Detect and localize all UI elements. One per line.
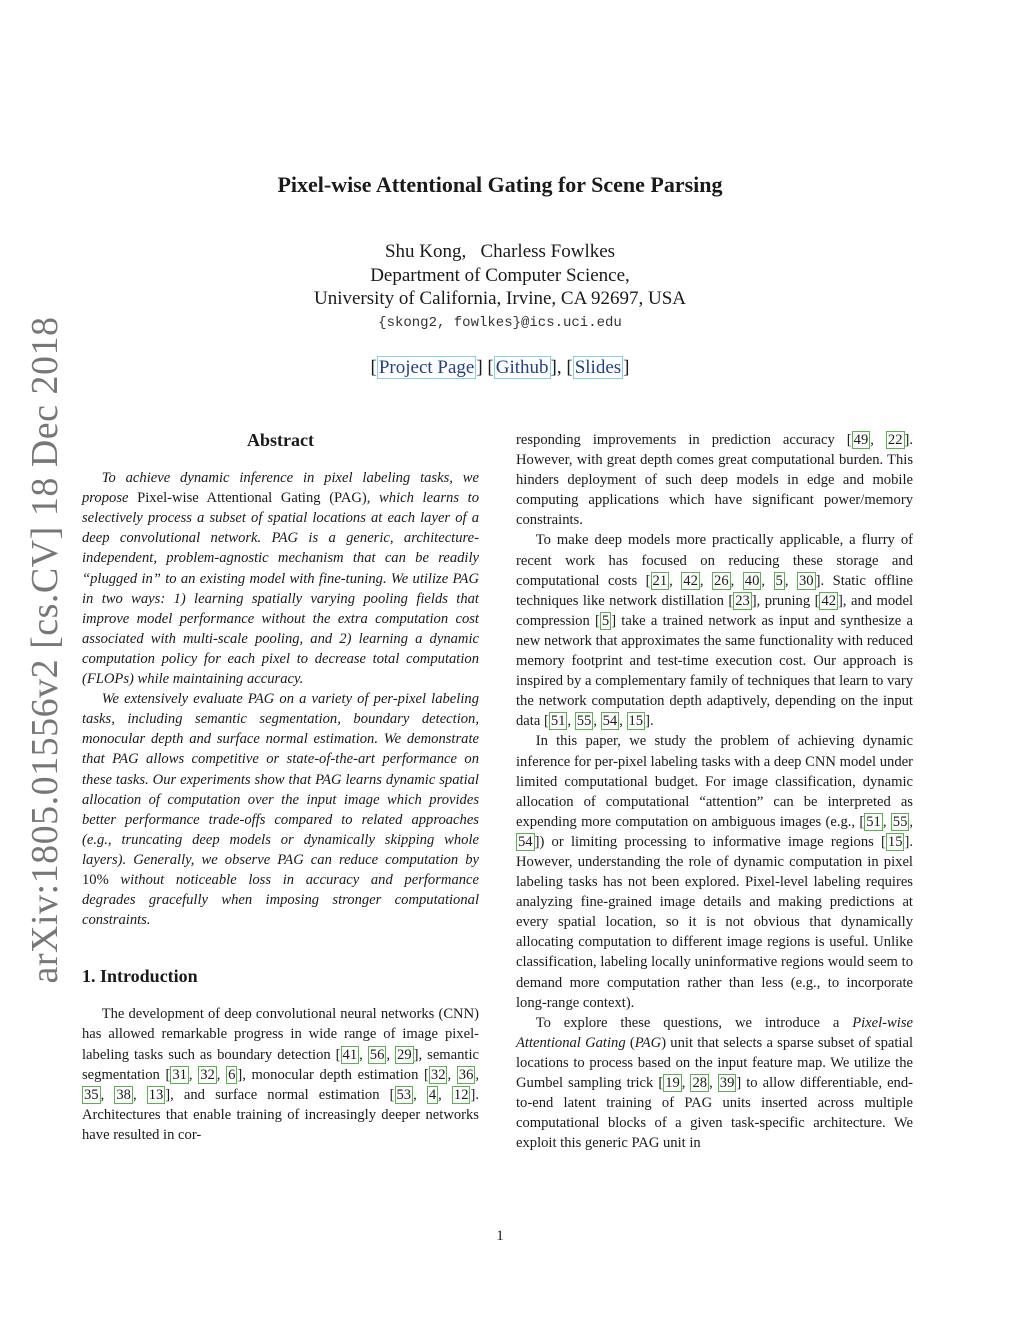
citation-link[interactable]: 26 — [714, 572, 729, 589]
text-span: To achieve dynamic inference in pixel labeling tasks, we propose — [82, 470, 479, 507]
citation-link[interactable]: 4 — [428, 1086, 437, 1103]
citation-link[interactable]: 32 — [430, 1066, 446, 1083]
citation-link[interactable]: 42 — [683, 572, 698, 589]
text-span: ]. Static offline techniques like network distillation [ — [516, 572, 913, 609]
citation-link[interactable]: 55 — [576, 713, 592, 730]
citation-link[interactable]: 35 — [84, 1086, 99, 1103]
citation-link[interactable]: 28 — [692, 1075, 708, 1091]
citation-link[interactable]: 49 — [853, 432, 869, 448]
author-email: {skong2, fowlkes}@ics.uci.edu — [378, 315, 622, 331]
citation-link[interactable]: 29 — [397, 1046, 412, 1063]
citation-link[interactable]: 5 — [775, 572, 783, 589]
intro-paragraph-continued: responding improvements in prediction accuracy [ 49 , 22 ]. However, with great depth comes great computational burden. This hinders deployment of such deep models in edge and mobile computing applications which have significant power/memory constraints. — [516, 432, 914, 529]
citation-link[interactable]: 23 — [735, 592, 750, 609]
citation-link[interactable]: 55 — [892, 813, 908, 830]
citation-link[interactable]: 6 — [228, 1066, 236, 1083]
citation-link[interactable]: 22 — [887, 432, 903, 448]
text-span: ], pruning [ — [751, 592, 820, 609]
introduction-heading: 1. Introduction — [82, 966, 198, 987]
abstract-paragraph-1 — [82, 468, 479, 689]
citation-link[interactable]: 15 — [628, 713, 644, 730]
citation-link[interactable]: 51 — [550, 713, 566, 730]
text-span: ], semantic segmentation [ — [82, 1046, 480, 1083]
slides-link[interactable]: Slides — [574, 357, 622, 378]
text-span: ]. Architectures that enable training of increasingly deeper networks have resulted in cor- — [82, 1086, 479, 1143]
arxiv-id: arXiv:1805.01556v2 [cs.CV] 18 Dec 2018 — [24, 316, 66, 984]
citation-link[interactable]: 21 — [652, 572, 668, 589]
citation-link[interactable]: 36 — [458, 1066, 474, 1083]
citation-link[interactable]: 38 — [116, 1086, 131, 1103]
text-span: ]. — [645, 713, 654, 730]
text-span: ]) or limiting processing to informative image regions [ — [534, 833, 886, 850]
text-span: ] to allow differentiable, end-to-end latent training of PAG units inserted across multiple computational blocks of a given task-specific architecture. We exploit this generic PAG unit in — [516, 1075, 914, 1152]
text-span: To explore these questions, we introduce a — [535, 1014, 853, 1031]
project-page-link[interactable]: Project Page — [378, 357, 475, 378]
right-column — [516, 430, 913, 1153]
citation-link[interactable]: 13 — [148, 1086, 164, 1103]
citation-link[interactable]: 40 — [744, 572, 760, 589]
text-span: ], monocular depth estimation [ — [237, 1066, 429, 1083]
abstract-heading: Abstract — [247, 430, 314, 450]
citation-link[interactable]: 32 — [200, 1066, 215, 1083]
intro-paragraph-3: In this paper, we study the problem of achieving dynamic inference for per-pixel labeling tasks with a deep CNN model under limited computational budget. For image classification, dynamic allocation of computational “attention” can be interpreted as expending more computation on ambiguous images (e.g., [ 51 , 55 , 54 ]) or limiting processing to informative image regions [ 15 ]. However, understanding the role of dynamic computation in pixel labeling tasks has not been explored. Pixel-level labeling requires analyzing fine-grained image details and making predictions at every spatial location, so it is not obvious that dynamically allocating computation to different image regions is useful. Unlike classification, labeling locally uninformative regions would seem to demand more computation rather than less (e.g., to incorporate long-range context). — [516, 733, 914, 1011]
citation-link[interactable]: 30 — [799, 572, 814, 589]
citation-link[interactable]: 56 — [369, 1046, 385, 1063]
author-block — [0, 240, 1000, 311]
text-span: ]. However, understanding the role of dynamic computation in pixel labeling tasks has not been explored. Pixel-level labeling requires analyzing fine-grained image details and making predictions at every spatial location, so it is not obvious that dynamically allocating computation to different image regions is useful. Unlike classification, labeling locally uninformative regions would seem to demand more computation rather than less (e.g., to incorporate long-range context). — [516, 833, 913, 1011]
percentage: 10% — [82, 871, 109, 888]
citation-link[interactable]: 19 — [665, 1075, 680, 1091]
text-span: ( — [625, 1034, 635, 1051]
paper-title: Pixel-wise Attentional Gating for Scene Parsing — [277, 172, 723, 197]
citation-link[interactable]: 15 — [887, 833, 903, 850]
text-span: , which learns to selectively process a subset of spatial locations at each layer of a deep convolutional network. PAG is a generic, architecture-independent, problem-agnostic mechanism that can be readily “plugged in” to an existing model with fine-tuning. We utilize PAG in two ways: 1) learning spatially varying pooling fields that improve model performance without the extra computation cost associated with multi-scale pooling, and 2) learning a dynamic computation policy for each pixel to decrease total computation (FLOPs) while maintaining accuracy. — [82, 490, 480, 688]
citation-link[interactable]: 53 — [396, 1086, 412, 1103]
abstract-paragraph-2 — [82, 689, 479, 930]
github-link[interactable]: Github — [495, 357, 549, 378]
citation-link[interactable]: 12 — [453, 1086, 469, 1103]
citation-link[interactable]: 5 — [601, 612, 610, 629]
text-span: ]. However, with great depth comes great computational burden. This hinders deployment of such deep models in edge and mobile computing applications which have significant power/memory constraints. — [516, 432, 914, 529]
text-span: To make deep models more practically applicable, a flurry of recent work has focused on reducing these storage and computational costs [ — [516, 532, 913, 589]
intro-paragraph-2: To make deep models more practically applicable, a flurry of recent work has focused on reducing these storage and computational costs [ 21 , 42 , 26 , 40 , 5 , 30 ]. Static offline techniques like network distillation [ 23 ], pruning [ 42 ], and model compression [ 5 ] take a trained network as input and synthesize a new network that approximates the same functionality with reduced memory footprint and test-time execution cost. Our approach is inspired by a complementary family of techniques that learn to vary the network computation depth adaptively, depending on the input data [ 51 , 55 , 54 , 15 ]. — [516, 532, 913, 730]
citation-link[interactable]: 54 — [602, 713, 618, 730]
text-span: Pixel-wise Attentional Gating (PAG) — [137, 490, 367, 507]
emphasis: Pixel-wise Attentional Gating — [516, 1014, 913, 1051]
university: University of California, Irvine, CA 92697, USA — [313, 288, 687, 309]
citation-link[interactable]: 54 — [518, 833, 533, 850]
citation-link[interactable]: 41 — [342, 1046, 358, 1063]
arxiv-stamp — [10, 316, 80, 984]
department: Department of Computer Science, — [370, 264, 630, 286]
citation-link[interactable]: 42 — [821, 592, 837, 609]
emphasis: PAG — [634, 1034, 662, 1051]
intro-paragraph-1: The development of deep convolutional neural networks (CNN) has allowed remarkable progress in wide range of image pixel-labeling tasks such as boundary detection [ 41 , 56 , 29 ], semantic segmentation [ 31 , 32 , 6 ], monocular depth estimation [ 32 , 36 , 35 , 38 , 13 ], and surface normal estimation [ 53 , 4 , 12 ]. Architectures that enable training of increasingly deeper networks have resulted in cor- — [82, 1006, 480, 1143]
left-column — [82, 430, 479, 1145]
text-span: ], and surface normal estimation [ — [165, 1086, 395, 1103]
text-span: without noticeable loss in accuracy and performance degrades gracefully when imposing stronger computational constraints. — [82, 871, 479, 929]
citation-link[interactable]: 31 — [172, 1066, 187, 1083]
author-names: Shu Kong, Charless Fowlkes — [384, 241, 616, 262]
text-span: ], and model compression [ — [516, 592, 913, 629]
text-span: responding improvements in prediction accuracy [ — [516, 432, 852, 448]
text-span: The development of deep convolutional neural networks (CNN) has allowed remarkable progress in wide range of image pixel-labeling tasks such as boundary detection [ — [82, 1006, 479, 1063]
page-number: 1 — [496, 1228, 504, 1244]
text-span: We extensively evaluate PAG on a variety of per-pixel labeling tasks, including semantic segmentation, boundary detection, monocular depth and surface normal estimation. We demonstrate that PAG allows competitive or state-of-the-art performance on these tasks. Our experiments show that PAG learns dynamic spatial allocation of computation over the input image which provides better performance trade-offs compared to related approaches (e.g., truncating deep models or dynamically skipping whole layers). Generally, we observe PAG can reduce computation by — [82, 691, 479, 868]
resource-links: [ Project Page ] [ Github ], [ Slides ] — [370, 357, 630, 378]
citation-link[interactable]: 51 — [866, 813, 881, 830]
citation-link[interactable]: 39 — [719, 1075, 735, 1091]
text-span: In this paper, we study the problem of achieving dynamic inference for per-pixel labeling tasks with a deep CNN model under limited computational budget. For image classification, dynamic allocation of computational “attention” can be interpreted as expending more computation on ambiguous images (e.g., [ — [516, 733, 913, 830]
text-span: ) unit that selects a sparse subset of spatial locations to process based on the input feature map. We utilize the Gumbel sampling trick [ — [516, 1034, 914, 1091]
intro-paragraph-4: To explore these questions, we introduce a Pixel-wise Attentional Gating (PAG) unit that selects a sparse subset of spatial locations to process based on the input feature map. We utilize the Gumbel sampling trick [ 19 , 28 , 39 ] to allow differentiable, end-to-end latent training of PAG units inserted across multiple computational blocks of a given task-specific architecture. We exploit this generic PAG unit in — [516, 1014, 914, 1152]
text-span: ] take a trained network as input and synthesize a new network that approximates the same functionality with reduced memory footprint and test-time execution cost. Our approach is inspired by a complementary family of techniques that learn to vary the network computation depth adaptively, depending on the input data [ — [516, 612, 913, 730]
